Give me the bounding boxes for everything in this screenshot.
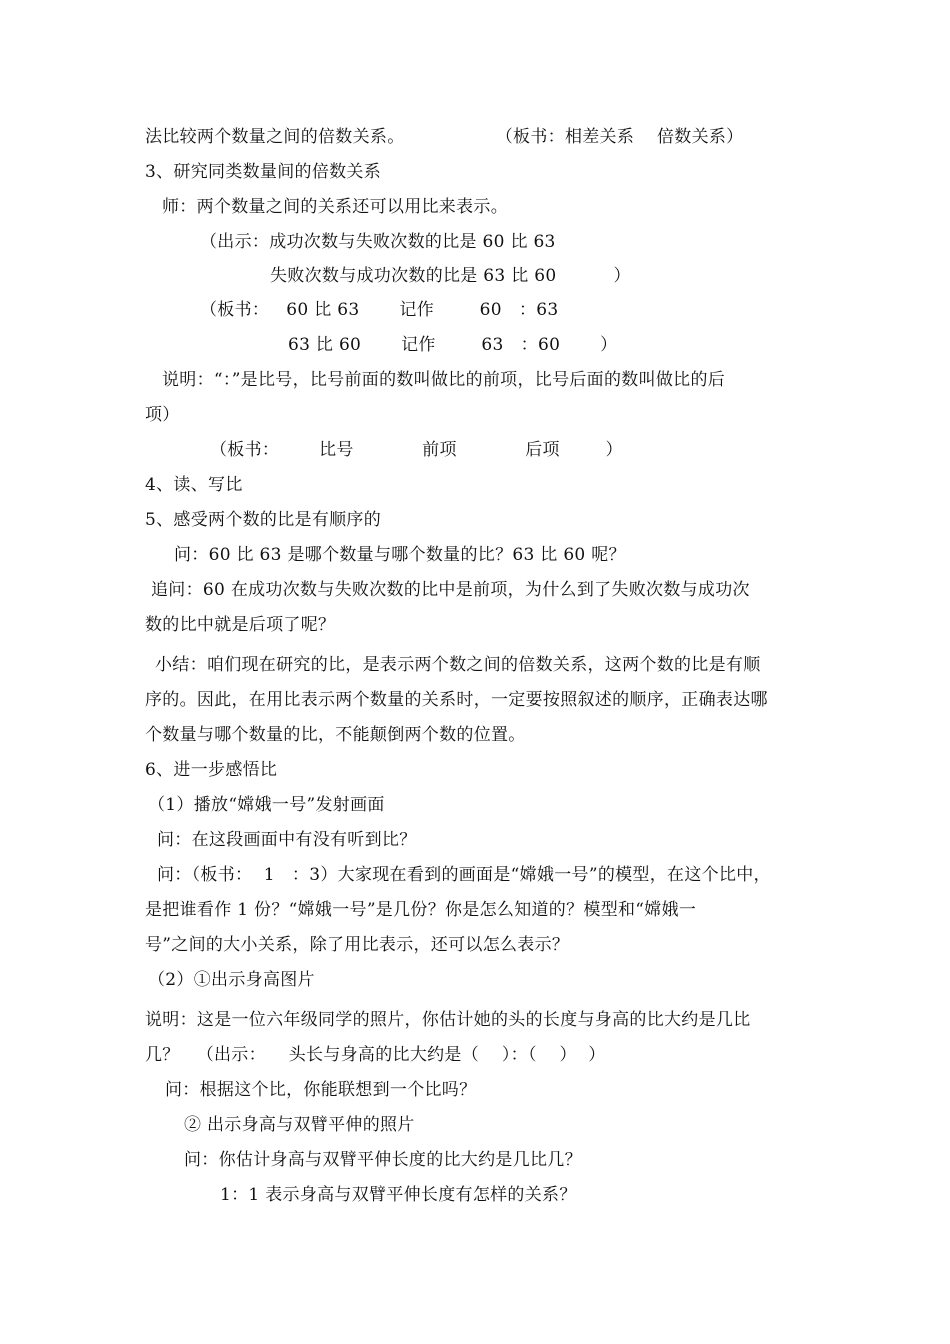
text-line-5: 失败次数与成功次数的比是 63 比 60 ）	[270, 266, 631, 286]
text-line-3: 师：两个数量之间的关系还可以用比来表示。	[162, 197, 508, 217]
text-line-29: ② 出示身高与双臂平伸的照片	[184, 1115, 415, 1135]
text-line-20: （1）播放“嫦娥一号”发射画面	[148, 795, 385, 815]
text-line-4: （出示：成功次数与失败次数的比是 60 比 63	[200, 232, 556, 252]
text-line-28: 问：根据这个比，你能联想到一个比吗？	[165, 1080, 477, 1100]
text-line-26: 说明：这是一位六年级同学的照片，你估计她的头的长度与身高的比大约是几比	[145, 1010, 751, 1030]
text-line-17: 序的。因此，在用比表示两个数量的关系时，一定要按照叙述的顺序，正确表达哪	[145, 690, 768, 710]
text-line-31: 1：1 表示身高与双臂平伸长度有怎样的关系？	[220, 1185, 577, 1205]
text-line-13: 问：60 比 63 是哪个数量与哪个数量的比？63 比 60 呢？	[174, 545, 626, 565]
text-line-22: 问：（板书： 1 ：3）大家现在看到的画面是“嫦娥一号”的模型，在这个比中，	[157, 865, 771, 885]
text-line-15: 数的比中就是后项了呢？	[145, 615, 336, 635]
text-line-21: 问：在这段画面中有没有听到比？	[157, 830, 417, 850]
text-line-10: （板书： 比号 前项 后项 ）	[210, 440, 623, 460]
text-line-25: （2）①出示身高图片	[148, 970, 315, 990]
section-heading-6: 6、进一步感悟比	[145, 760, 278, 780]
text-line-18: 个数量与哪个数量的比，不能颠倒两个数的位置。	[145, 725, 526, 745]
text-line-1: 法比较两个数量之间的倍数关系。 （板书：相差关系 倍数关系）	[145, 127, 744, 147]
text-line-23: 是把谁看作 1 份？“嫦娥一号”是几份？你是怎么知道的？模型和“嫦娥一	[145, 900, 697, 920]
text-line-7: 63 比 60 记作 63 ：60 ）	[288, 335, 618, 355]
text-line-14: 追问：60 在成功次数与失败次数的比中是前项，为什么到了失败次数与成功次	[151, 580, 750, 600]
text-line-8: 说明：“：”是比号，比号前面的数叫做比的前项，比号后面的数叫做比的后	[162, 370, 726, 390]
section-heading-5: 5、感受两个数的比是有顺序的	[145, 510, 382, 530]
text-line-9: 项）	[145, 405, 180, 425]
text-line-30: 问：你估计身高与双臂平伸长度的比大约是几比几？	[184, 1150, 582, 1170]
text-line-27: 几？ （出示： 头长与身高的比大约是（ ）：（ ） ）	[145, 1045, 606, 1065]
text-line-16: 小结：咱们现在研究的比，是表示两个数之间的倍数关系，这两个数的比是有顺	[155, 655, 761, 675]
section-heading-4: 4、读、写比	[145, 475, 243, 495]
section-heading-3: 3、研究同类数量间的倍数关系	[145, 162, 382, 182]
text-line-6: （板书： 60 比 63 记作 60 ：63	[200, 300, 559, 320]
text-line-24: 号”之间的大小关系，除了用比表示，还可以怎么表示？	[145, 935, 570, 955]
